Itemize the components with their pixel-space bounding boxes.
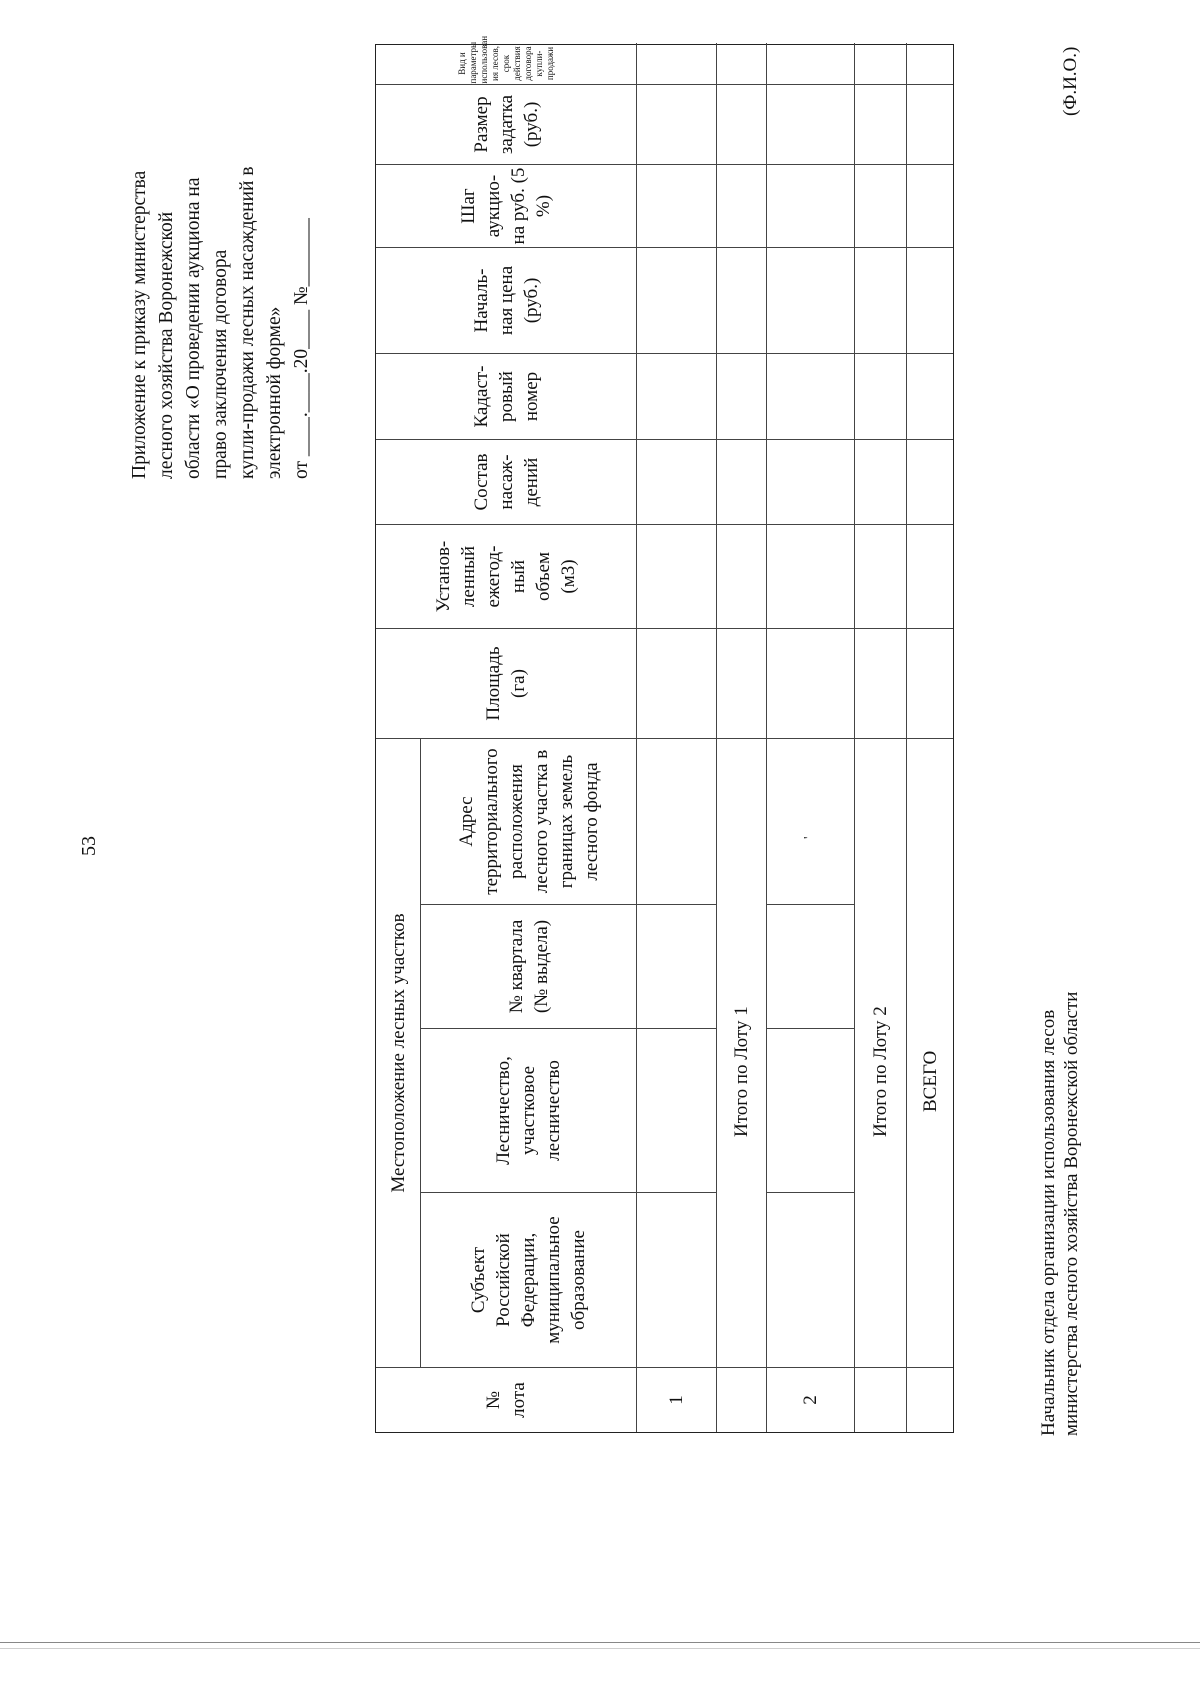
table-cell xyxy=(637,524,717,628)
appendix-line: лесного хозяйства Воронежской xyxy=(156,211,177,479)
signature-fio: (Ф.И.О.) xyxy=(1060,46,1081,116)
table-cell xyxy=(637,738,717,904)
table-cell xyxy=(717,439,767,524)
table-cell xyxy=(855,439,907,524)
table-cell xyxy=(907,247,953,353)
appendix-line: купли-продажи лесных насаждений в xyxy=(237,166,258,479)
table-cell xyxy=(767,84,855,164)
header-deposit: Размер задатка (руб.) xyxy=(376,84,637,164)
table-cell xyxy=(767,164,855,247)
table-cell xyxy=(855,84,907,164)
table-cell xyxy=(717,84,767,164)
table-cell xyxy=(717,164,767,247)
table-cell xyxy=(855,247,907,353)
header-location-group: Местоположение лесных участков xyxy=(376,738,421,1367)
table-cell xyxy=(637,904,717,1028)
scan-edge-line xyxy=(0,1648,1200,1649)
signature-line: министерства лесного хозяйства Воронежской области xyxy=(1061,991,1082,1436)
table-cell xyxy=(855,353,907,439)
table-cell xyxy=(855,43,907,84)
table-cell xyxy=(767,628,855,738)
table-cell xyxy=(637,439,717,524)
table-cell xyxy=(855,524,907,628)
table-cell xyxy=(637,628,717,738)
table-cell xyxy=(907,524,953,628)
table-cell xyxy=(767,1028,855,1192)
header-forestry: Лесничество, участковое лесничество xyxy=(421,1028,637,1192)
table-cell xyxy=(637,247,717,353)
table-cell xyxy=(907,353,953,439)
table-cell xyxy=(907,439,953,524)
row-lot1-number: 1 xyxy=(637,1367,717,1432)
table-cell xyxy=(637,164,717,247)
appendix-header xyxy=(126,9,315,479)
row-lot2-number: 2 xyxy=(767,1367,855,1432)
appendix-line: области «О проведении аукциона на xyxy=(183,177,204,479)
table-cell xyxy=(907,84,953,164)
table-cell xyxy=(907,628,953,738)
table-cell xyxy=(717,628,767,738)
header-start-price: Началь-ная цена (руб.) xyxy=(376,247,637,353)
table-cell xyxy=(907,1367,953,1432)
table-cell xyxy=(855,164,907,247)
table-cell xyxy=(767,1192,855,1367)
table-cell xyxy=(767,738,855,904)
table-cell xyxy=(717,524,767,628)
table-cell xyxy=(637,43,717,84)
table-cell xyxy=(907,43,953,84)
table-cell xyxy=(717,43,767,84)
header-volume: Установ-ленный ежегод-ный объем (м3) xyxy=(376,524,637,628)
table-cell xyxy=(767,247,855,353)
table-cell xyxy=(855,1367,907,1432)
table-cell xyxy=(637,1028,717,1192)
header-cadastral: Кадаст-ровый номер xyxy=(376,353,637,439)
row-total-lot1-label: Итого по Лоту 1 xyxy=(717,738,767,1367)
header-lot-number: № лота xyxy=(376,1367,637,1432)
table-cell xyxy=(637,353,717,439)
signature-line: Начальник отдела организации использования лесов xyxy=(1038,1009,1059,1436)
signature-block xyxy=(1037,992,1083,1436)
table-cell xyxy=(855,628,907,738)
table-cell xyxy=(767,43,855,84)
appendix-line: от ____.____.20____ №_______ xyxy=(291,218,312,479)
header-quarter: № квартала (№ выдела) xyxy=(421,904,637,1028)
lots-table xyxy=(375,35,954,1433)
table-cell xyxy=(767,353,855,439)
table-cell xyxy=(767,439,855,524)
table-cell xyxy=(907,164,953,247)
table-cell xyxy=(637,1192,717,1367)
page-number: 53 xyxy=(78,836,100,856)
header-subject: Субъект Российской Федерации, муниципальное образование xyxy=(421,1192,637,1367)
header-area: Площадь (га) xyxy=(376,628,637,738)
appendix-line: право заключения договора xyxy=(210,249,231,479)
table-cell xyxy=(717,1367,767,1432)
table-cell xyxy=(637,84,717,164)
table-cell xyxy=(767,524,855,628)
row-total-lot2-label: Итого по Лоту 2 xyxy=(855,738,907,1367)
table-cell xyxy=(767,904,855,1028)
stray-mark: ' xyxy=(802,836,817,839)
row-grand-total-label: ВСЕГО xyxy=(907,738,953,1367)
appendix-line: Приложение к приказу министерства xyxy=(129,170,150,479)
header-auction-step: Шаг аукцио-на руб. (5 %) xyxy=(376,164,637,247)
table-cell xyxy=(717,353,767,439)
scan-edge-line xyxy=(0,1642,1200,1643)
header-usage: Вид и параметры использован ия лесов, срок действия договора купли-продажи xyxy=(376,43,637,84)
appendix-line: электронной форме» xyxy=(264,306,285,479)
table-cell xyxy=(717,247,767,353)
header-address: Адрес территориального расположения лесного участка в границах земель лесного фонда xyxy=(421,738,637,904)
header-composition: Состав насаж-дений xyxy=(376,439,637,524)
